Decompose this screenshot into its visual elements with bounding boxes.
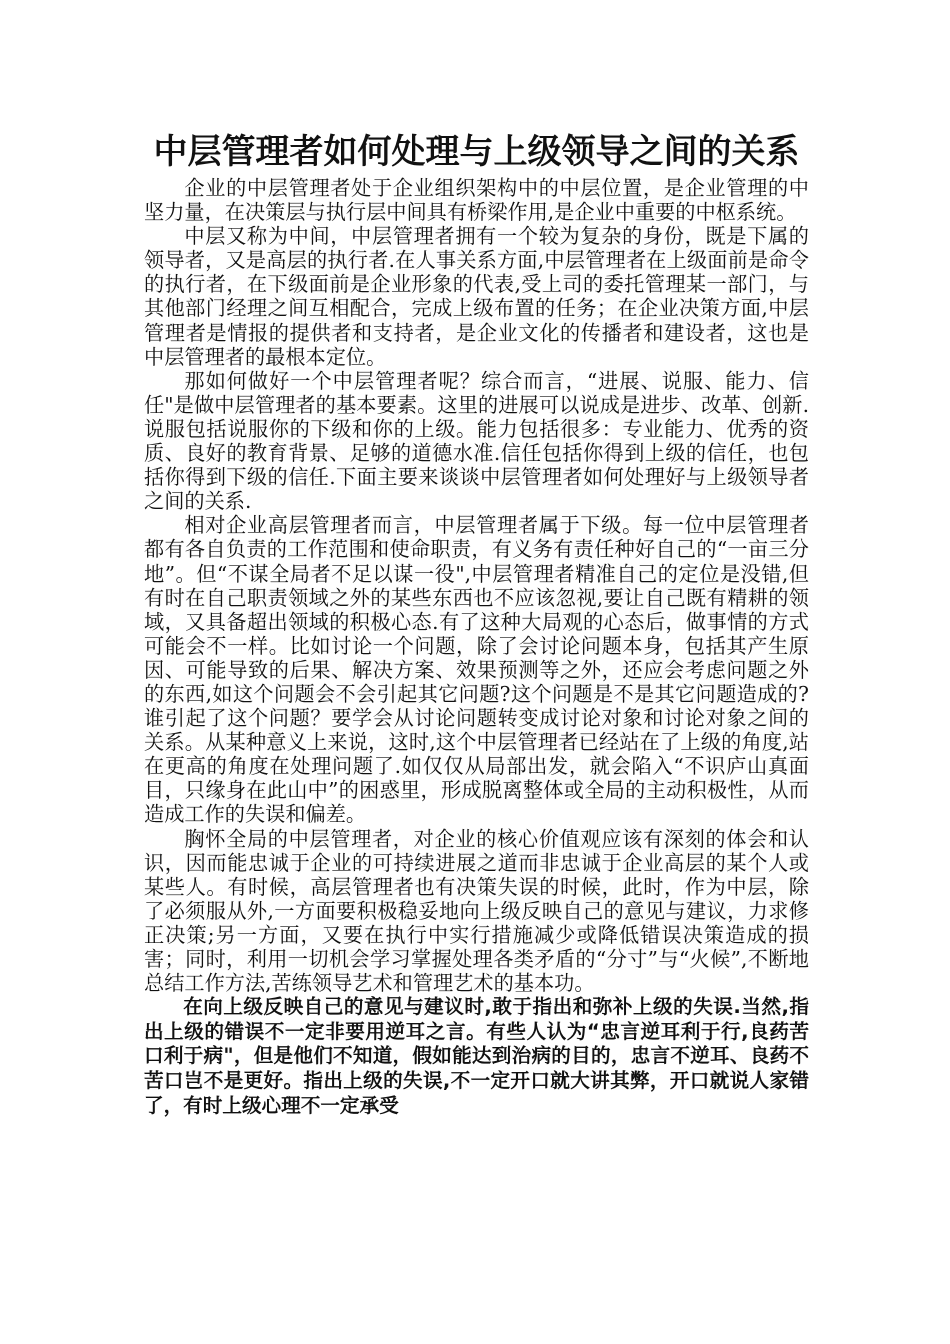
paragraph-intro: 企业的中层管理者处于企业组织架构中的中层位置，是企业管理的中坚力量，在决策层与执行层中间具有桥梁作用,是企业中重要的中枢系统。 [144, 176, 809, 225]
document-title: 中层管理者如何处理与上级领导之间的关系 [153, 132, 800, 172]
paragraph-big-picture: 相对企业高层管理者而言，中层管理者属于下级。每一位中层管理者都有各自负责的工作范围和使命职责，有义务有责任种好自己的“一亩三分地”。但“不谋全局者不足以谋一役",中层管理者精准自己的定位是没错,但有时在自己职责领域之外的某些东西也不应该忽视,要让自己既有精耕的领域，又具备超出领域的积极心态.有了这种大局观的心态后，做事情的方式可能会不一样。比如讨论一个问题，除了会讨论问题本身，包括其产生原因、可能导致的后果、解决方案、效果预测等之外，还应会考虑问题之外的东西,如这个问题会不会引起其它问题?这个问题是不是其它问题造成的?谁引起了这个问题？要学会从讨论问题转变成讨论对象和讨论对象之间的关系。从某种意义上来说，这时,这个中层管理者已经站在了上级的角度,站在更高的角度在处理问题了.如仅仅从局部出发，就会陷入“不识庐山真面目，只缘身在此山中”的困惑里，形成脱离整体或全局的主动积极性，从而造成工作的失误和偏差。 [144, 513, 809, 827]
paragraph-bold-advice: 在向上级反映自己的意见与建议时,敢于指出和弥补上级的失误.当然,指出上级的错误不一定非要用逆耳之言。有些人认为“忠言逆耳利于行,良药苦口利于病"，但是他们不知道，假如能达到治病的目的，忠言不逆耳、良药不苦口岂不是更好。指出上级的失误,不一定开口就大讲其弊，开口就说人家错了，有时上级心理不一定承受 [144, 995, 809, 1117]
paragraph-role: 中层又称为中间，中层管理者拥有一个较为复杂的身份，既是下属的领导者，又是高层的执行者.在人事关系方面,中层管理者在上级面前是命令的执行者，在下级面前是企业形象的代表,受上司的委托管理某一部门，与其他部门经理之间互相配合，完成上级布置的任务；在企业决策方面,中层管理者是情报的提供者和支持者，是企业文化的传播者和建设者，这也是中层管理者的最根本定位。 [144, 224, 809, 369]
document-page [144, 128, 809, 1118]
paragraph-loyalty: 胸怀全局的中层管理者，对企业的核心价值观应该有深刻的体会和认识，因而能忠诚于企业的可持续进展之道而非忠诚于企业高层的某个人或某些人。有时候，高层管理者也有决策失误的时候，此时，作为中层，除了必须服从外,一方面要积极稳妥地向上级反映自己的意见与建议，力求修正决策;另一方面，又要在执行中实行措施减少或降低错误决策造成的损害；同时，利用一切机会学习掌握处理各类矛盾的“分寸”与“火候”,不断地总结工作方法,苦练领导艺术和管理艺术的基本功。 [144, 826, 809, 996]
paragraph-elements: 那如何做好一个中层管理者呢？综合而言，“进展、说服、能力、信任"是做中层管理者的基本要素。这里的进展可以说成是进步、改革、创新.说服包括说服你的下级和你的上级。能力包括很多：专业能力、优秀的资质、良好的教育背景、足够的道德水准.信任包括你得到上级的信任，也包括你得到下级的信任.下面主要来谈谈中层管理者如何处理好与上级领导者之间的关系. [144, 368, 809, 514]
